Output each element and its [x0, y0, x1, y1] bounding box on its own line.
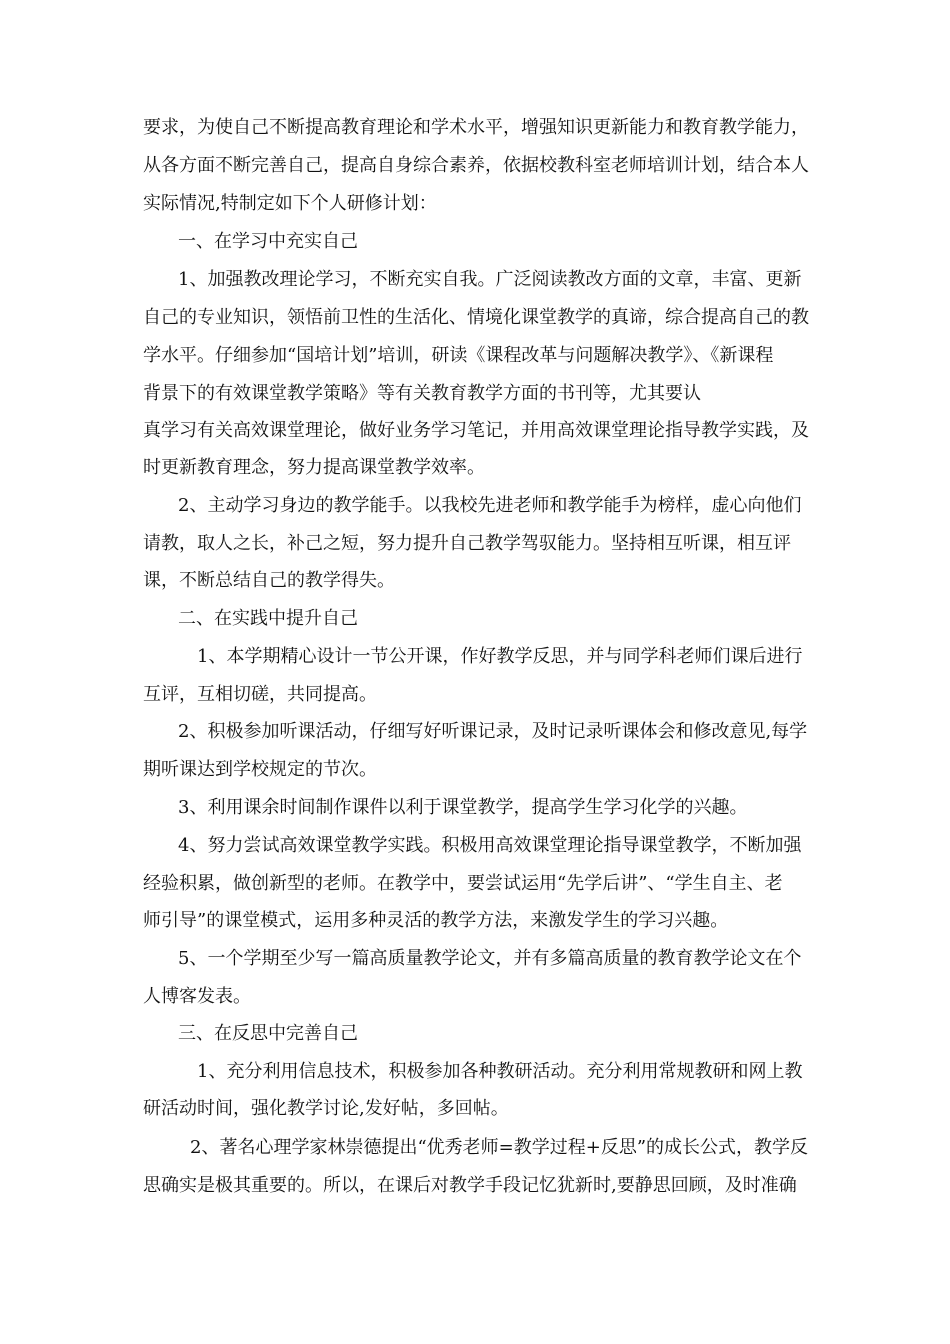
text-line: 学水平。仔细参加“国培计划”培训，研读《课程改革与问题解决教学》、《新课程	[143, 345, 774, 366]
text-line: 经验积累，做创新型的老师。在教学中，要尝试运用“先学后讲”、“学生自主、老	[143, 873, 783, 894]
text-line: 互评，互相切磋，共同提高。	[143, 684, 377, 705]
text-line: 要求，为使自己不断提高教育理论和学术水平，增强知识更新能力和教育教学能力，	[143, 117, 809, 138]
text-line: 真学习有关高效课堂理论，做好业务学习笔记，并用高效课堂理论指导教学实践，及	[143, 420, 809, 441]
text-line: 5、一个学期至少写一篇高质量教学论文，并有多篇高质量的教育教学论文在个	[178, 948, 802, 969]
text-line: 期听课达到学校规定的节次。	[143, 759, 377, 780]
text-line: 4、努力尝试高效课堂教学实践。积极用高效课堂理论指导课堂教学，不断加强	[178, 835, 802, 856]
text-line: 实际情况,特制定如下个人研修计划：	[143, 193, 437, 214]
text-line: 1、充分利用信息技术，积极参加各种教研活动。充分利用常规教研和网上教	[197, 1061, 803, 1082]
section-heading: 二、在实践中提升自己	[178, 608, 358, 629]
text-line: 思确实是极其重要的。所以，在课后对教学手段记忆犹新时,要静思回顾，及时准确	[143, 1175, 797, 1196]
text-line: 3、利用课余时间制作课件以利于课堂教学，提高学生学习化学的兴趣。	[178, 797, 748, 818]
text-line: 时更新教育理念，努力提高课堂教学效率。	[143, 457, 485, 478]
text-line: 请教，取人之长，补己之短，努力提升自己教学驾驭能力。坚持相互听课，相互评	[143, 533, 791, 554]
text-line: 背景下的有效课堂教学策略》等有关教育教学方面的书刊等，尤其要认	[143, 383, 701, 404]
text-line: 1、本学期精心设计一节公开课，作好教学反思，并与同学科老师们课后进行	[197, 646, 803, 667]
text-line: 研活动时间，强化教学讨论,发好帖，多回帖。	[143, 1098, 509, 1119]
text-line: 师引导”的课堂模式，运用多种灵活的教学方法，来激发学生的学习兴趣。	[143, 910, 729, 931]
text-line: 课，不断总结自己的教学得失。	[143, 570, 395, 591]
text-line: 2、主动学习身边的教学能手。以我校先进老师和教学能手为榜样，虚心向他们	[178, 495, 802, 516]
text-line: 1、加强教改理论学习，不断充实自我。广泛阅读教改方面的文章，丰富、更新	[178, 269, 802, 290]
text-line: 自己的专业知识，领悟前卫性的生活化、情境化课堂教学的真谛，综合提高自己的教	[143, 307, 809, 328]
text-line: 2、著名心理学家林崇德提出“优秀老师=教学过程+反思”的成长公式，教学反	[190, 1137, 809, 1158]
text-line: 从各方面不断完善自己，提高自身综合素养，依据校教科室老师培训计划，结合本人	[143, 155, 809, 176]
section-heading: 三、在反思中完善自己	[178, 1023, 358, 1044]
section-heading: 一、在学习中充实自己	[178, 231, 358, 252]
text-line: 2、积极参加听课活动，仔细写好听课记录，及时记录听课体会和修改意见,每学	[178, 721, 808, 742]
text-line: 人博客发表。	[143, 986, 251, 1007]
